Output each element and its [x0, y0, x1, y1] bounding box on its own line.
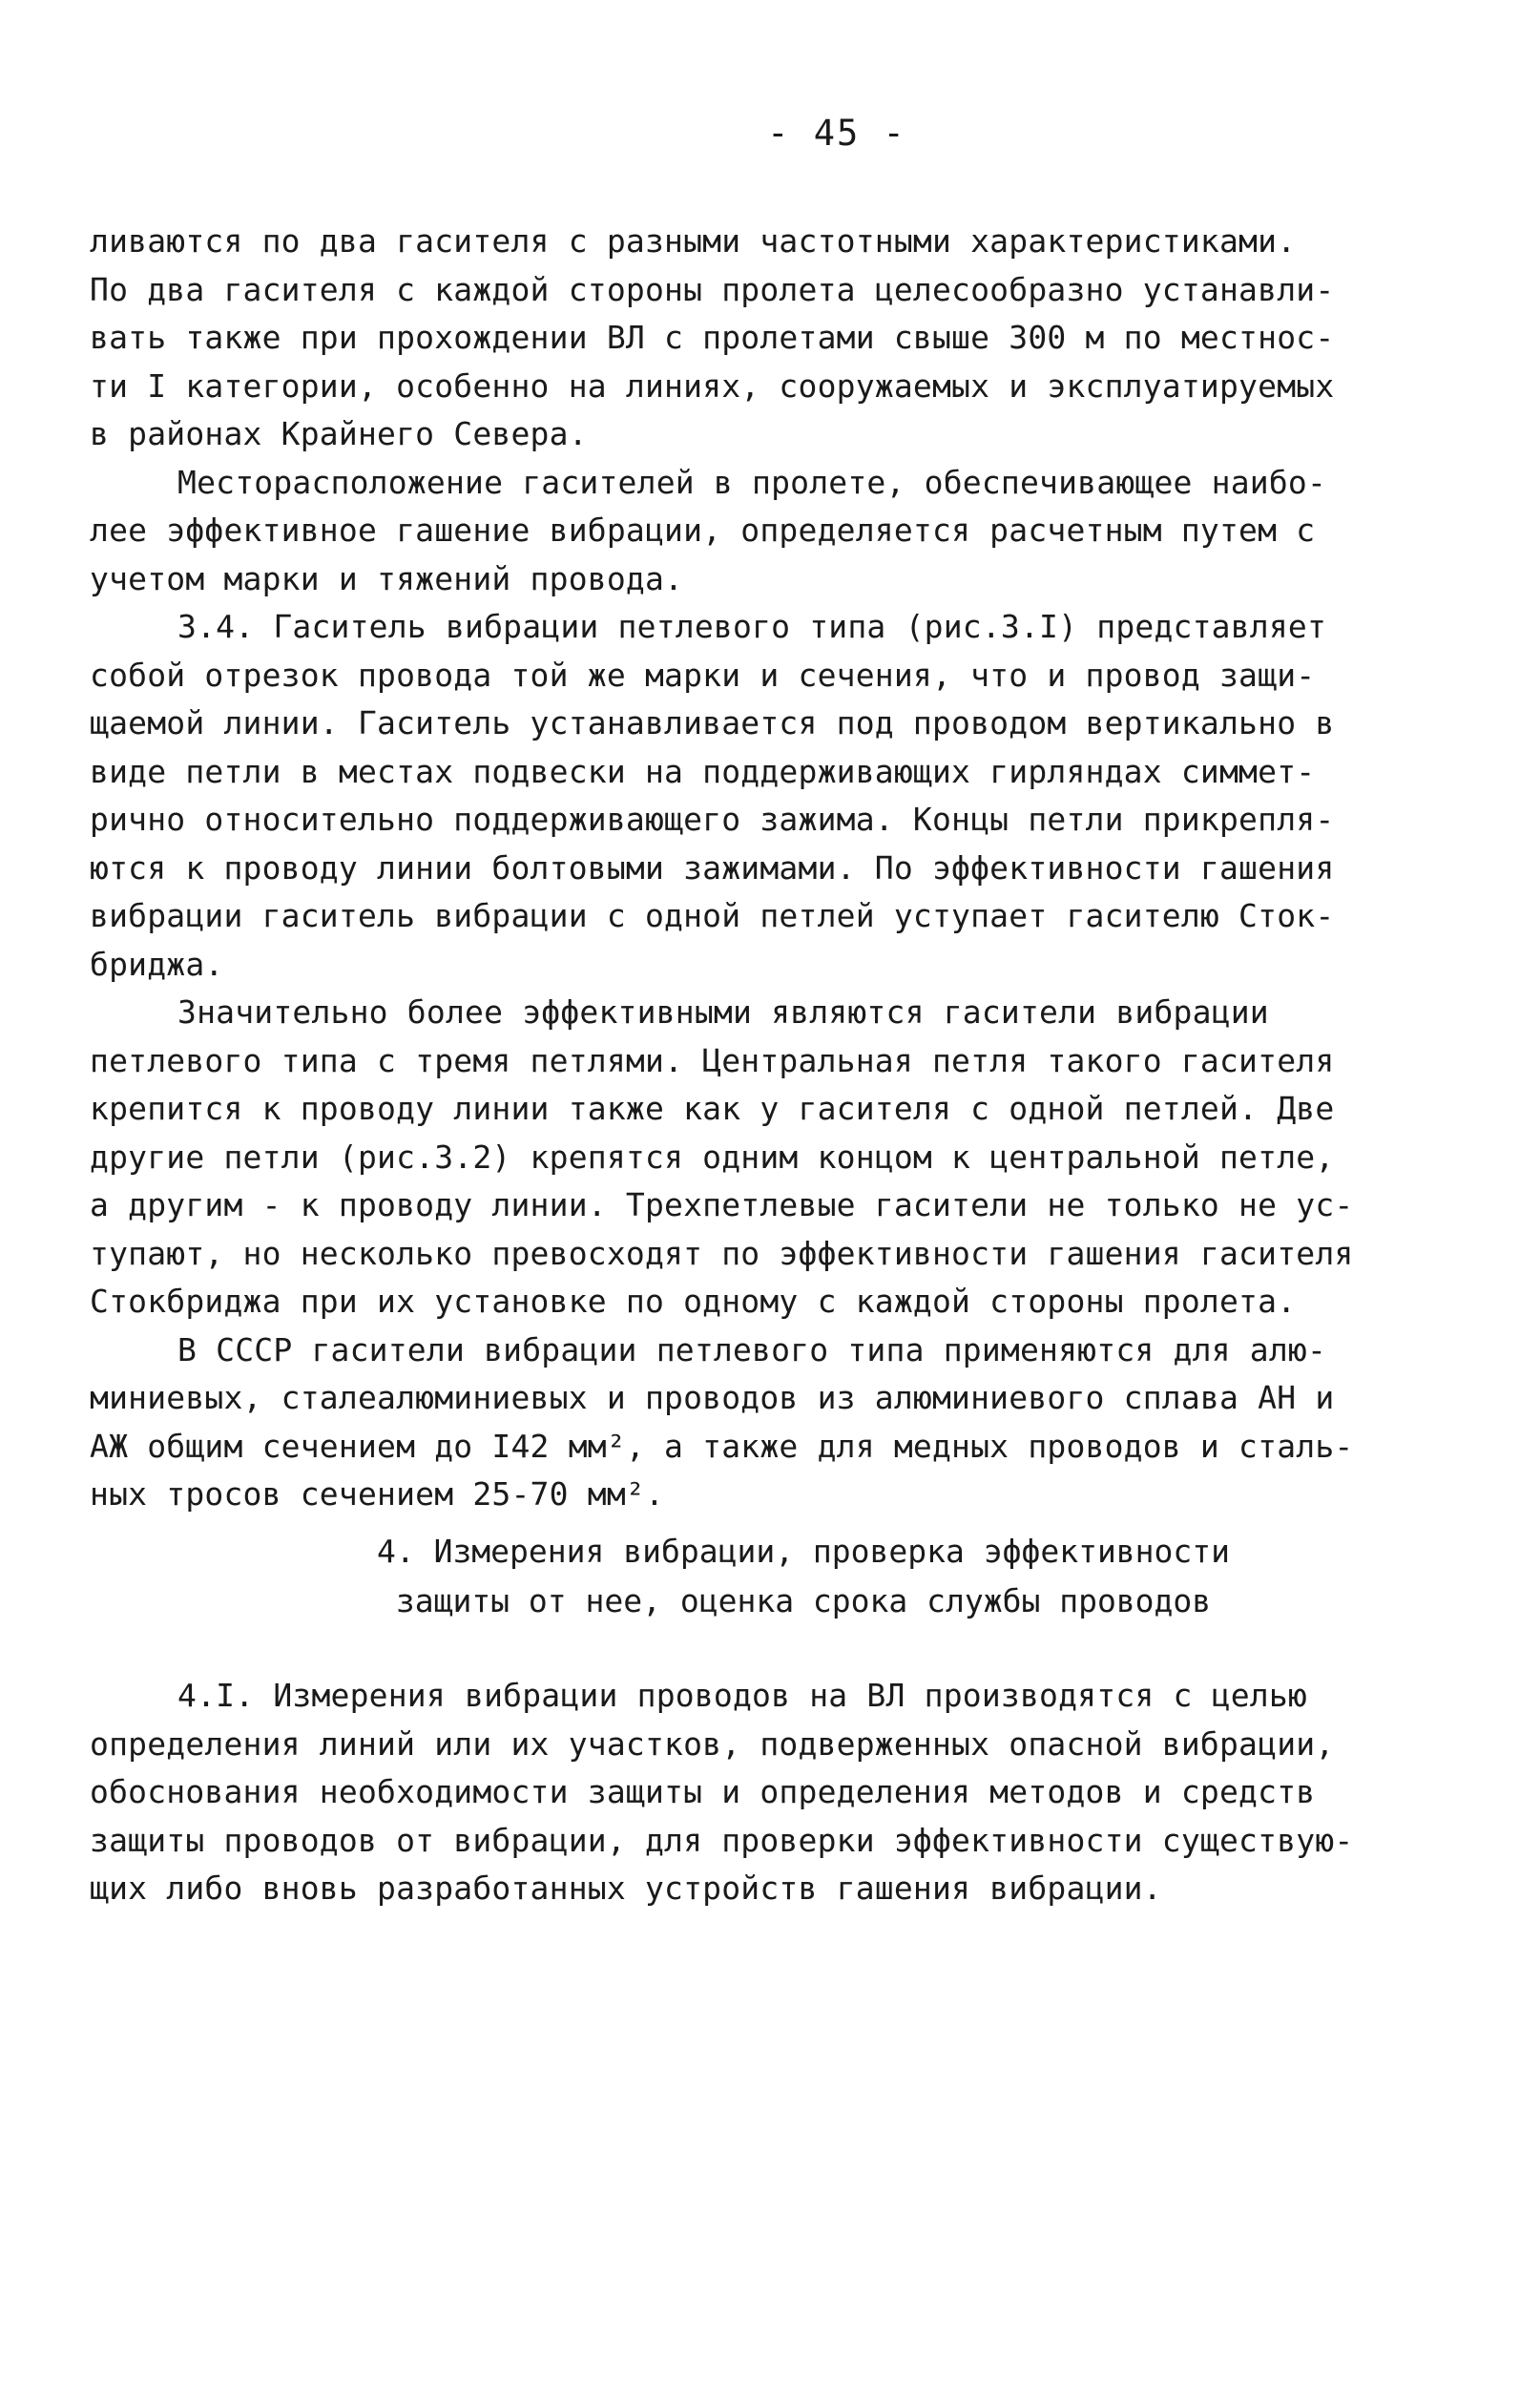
text-line: другие петли (рис.3.2) крепятся одним концом к центральной петле,	[90, 1138, 1335, 1176]
text-line: а другим - к проводу линии. Трехпетлевые гасители не только не ус-	[90, 1186, 1354, 1223]
text-line: тупают, но несколько превосходят по эффективности гашения гасителя	[90, 1234, 1354, 1272]
text-line: крепится к проводу линии также как у гасителя с одной петлей. Две	[90, 1090, 1335, 1127]
text-line: ных тросов сечением 25-70 мм².	[90, 1475, 665, 1513]
text-line: ливаются по два гасителя с разными частотными характеристиками.	[90, 222, 1297, 260]
text-line: виде петли в местах подвески на поддерживающих гирляндах симмет-	[90, 752, 1316, 790]
body-text	[90, 218, 1368, 1519]
text-line: щаемой линии. Гаситель устанавливается под проводом вертикально в	[90, 704, 1335, 741]
text-line: В СССР гасители вибрации петлевого типа применяются для алю-	[177, 1330, 1327, 1368]
page-number: - 45 -	[767, 113, 906, 154]
section-body-text	[90, 1672, 1368, 1913]
text-line: определения линий или их участков, подверженных опасной вибрации,	[90, 1724, 1335, 1763]
text-line: вибрации гаситель вибрации с одной петлей уступает гасителю Сток-	[90, 897, 1335, 934]
text-line: По два гасителя с каждой стороны пролета целесообразно устанавли-	[90, 270, 1335, 308]
text-line: щих либо вновь разработанных устройств гашения вибрации.	[90, 1869, 1162, 1907]
text-line: ются к проводу линии болтовыми зажимами. По эффективности гашения	[90, 848, 1335, 887]
text-line: 4.I. Измерения вибрации проводов на ВЛ производятся с целью	[177, 1677, 1307, 1714]
text-line: ти I категории, особенно на линиях, сооружаемых и эксплуатируемых	[90, 366, 1335, 405]
text-line: Значительно более эффективными являются гасители вибрации	[177, 993, 1269, 1031]
text-line: обоснования необходимости защиты и определения методов и средств	[90, 1773, 1316, 1810]
text-line: учетом марки и тяжений провода.	[90, 559, 684, 597]
section-heading	[0, 1527, 1540, 1626]
text-line: Стокбриджа при их установке по одному с каждой стороны пролета.	[90, 1283, 1297, 1320]
text-line: в районах Крайнего Севера.	[90, 415, 588, 452]
text-line: бриджа.	[90, 945, 224, 983]
text-line: лее эффективное гашение вибрации, определяется расчетным путем с	[90, 512, 1316, 549]
text-line: петлевого типа с тремя петлями. Центральная петля такого гасителя	[90, 1041, 1335, 1079]
section-heading-line-2: защиты от нее, оценка срока службы проводов	[395, 1582, 1212, 1619]
text-line: миниевых, сталеалюминиевых и проводов из алюминиевого сплава АН и	[90, 1379, 1335, 1416]
text-line: АЖ общим сечением до I42 мм², а также для медных проводов и сталь-	[90, 1427, 1354, 1465]
text-line: собой отрезок провода той же марки и сечения, что и провод защи-	[90, 656, 1316, 694]
text-line: Месторасположение гасителей в пролете, обеспечивающее наибо-	[177, 463, 1327, 501]
text-line: защиты проводов от вибрации, для проверки эффективности существую-	[90, 1821, 1354, 1859]
text-line: 3.4. Гаситель вибрации петлевого типа (рис.3.I) представляет	[177, 608, 1327, 645]
text-line: вать также при прохождении ВЛ с пролетами свыше 300 м по местнос-	[90, 319, 1335, 356]
text-line: рично относительно поддерживающего зажима. Концы петли прикрепля-	[90, 801, 1335, 838]
section-heading-line-1: 4. Измерения вибрации, проверка эффективности	[376, 1533, 1231, 1570]
